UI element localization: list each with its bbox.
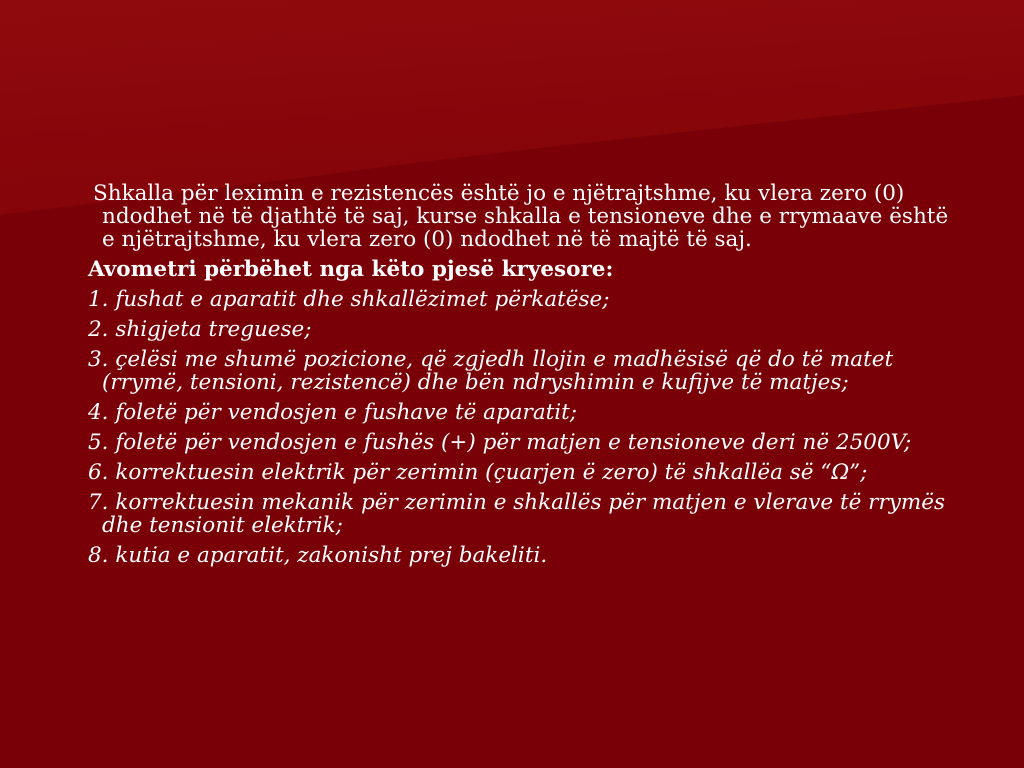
list-item: 1. fushat e aparatit dhe shkallëzimet përkatëse; bbox=[88, 287, 610, 312]
list-item: 7. korrektuesin mekanik për zerimin e shkallës për matjen e vlerave të rrymës dhe tensionit elektrik; bbox=[88, 490, 946, 538]
list-item: 2. shigjeta treguese; bbox=[88, 317, 312, 342]
intro-paragraph: Shkalla për leximin e rezistencës është jo e njëtrajtshme, ku vlera zero (0) ndodhet në të djathtë të saj, kurse shkalla e tensioneve dhe e rrymaave është e njëtrajtshme, ku vlera zero (0) ndodhet në të majtë të saj. bbox=[93, 181, 949, 252]
list-item: 3. çelësi me shumë pozicione, që zgjedh llojin e madhësisë që do të matet (rrymë, tensioni, rezistencë) dhe bën ndryshimin e kufijve të matjes; bbox=[88, 347, 894, 395]
slide-body bbox=[84, 182, 954, 574]
list-item: 4. foletë për vendosjen e fushave të aparatit; bbox=[88, 400, 578, 425]
list-item: 8. kutia e aparatit, zakonisht prej bakeliti. bbox=[88, 543, 548, 568]
section-heading: Avometri përbëhet nga këto pjesë kryesore: bbox=[88, 257, 614, 282]
list-item: 6. korrektuesin elektrik për zerimin (çuarjen ë zero) të shkallëa së “Ω”; bbox=[88, 460, 868, 485]
list-item: 5. foletë për vendosjen e fushës (+) për matjen e tensioneve deri në 2500V; bbox=[88, 430, 912, 455]
